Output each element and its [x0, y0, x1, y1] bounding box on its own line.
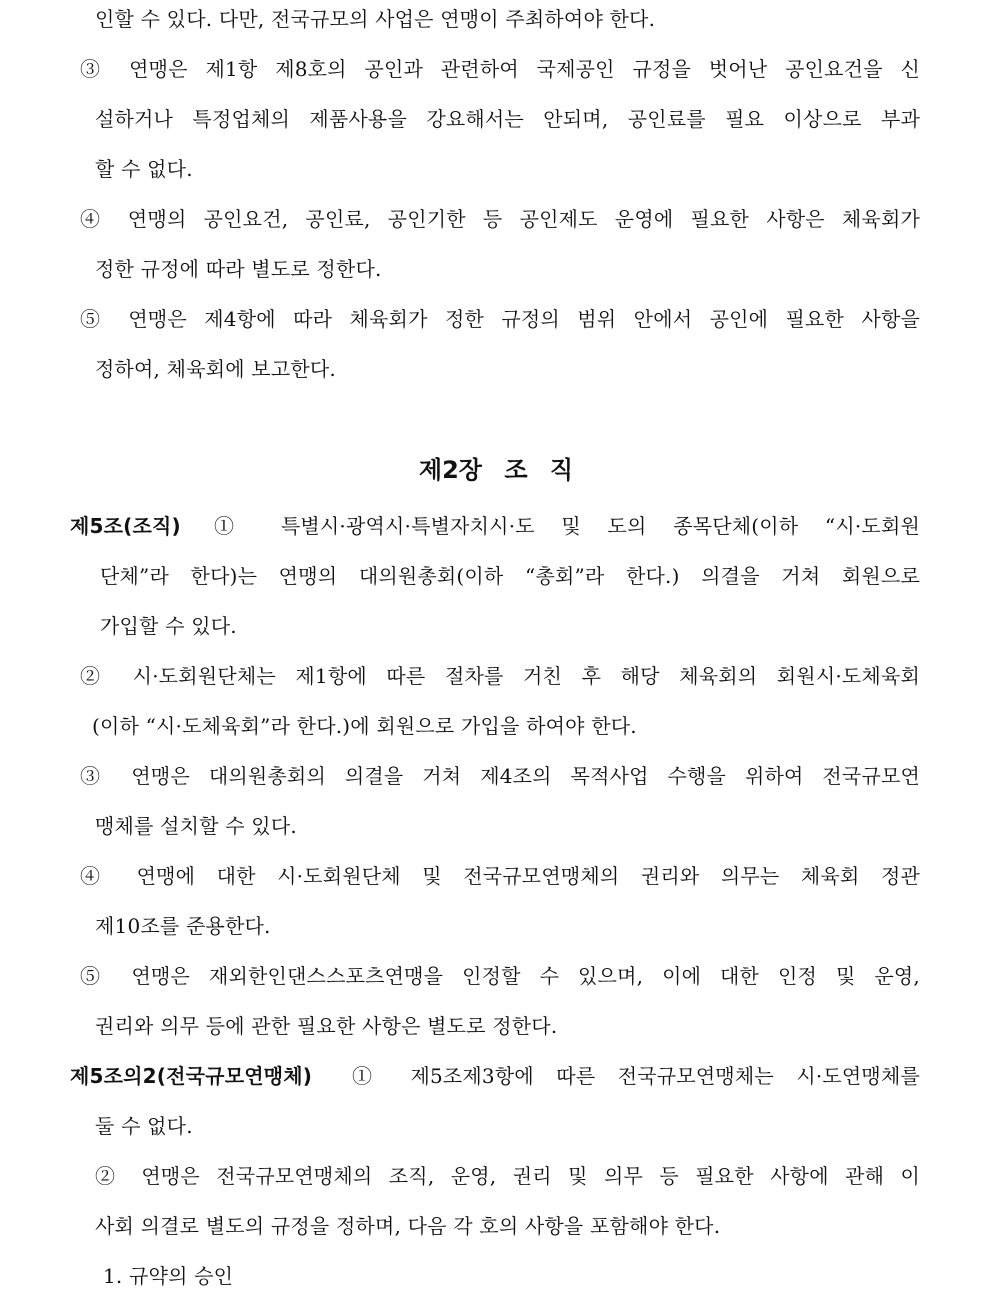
text-line: 둘 수 없다. [95, 1114, 193, 1138]
article-5-item-3: ③ 연맹은 대의원총회의 의결을 거쳐 제4조의 목적사업 수행을 위하여 전국규모연 [80, 764, 920, 788]
article-5-heading: 제5조(조직) [70, 514, 181, 538]
article-5-item-2: ② 시·도회원단체는 제1항에 따른 절차를 거친 후 해당 체육회의 회원시·도체육회 [80, 664, 920, 688]
text-line: 설하거나 특정업체의 제품사용을 강요해서는 안되며, 공인료를 필요 이상으로 부과 [95, 107, 920, 131]
text-line: 제10조를 준용한다. [95, 914, 271, 938]
text-line: 인할 수 있다. 다만, 전국규모의 사업은 연맹이 주최하여야 한다. [95, 7, 656, 31]
text-line: (이하 “시·도체육회”라 한다.)에 회원으로 가입을 하여야 한다. [92, 714, 637, 738]
text-line: 할 수 없다. [95, 157, 193, 181]
article-5-2-item-1: ① 제5조제3항에 따른 전국규모연맹체는 시·도연맹체를 [352, 1064, 920, 1088]
paragraph-item-4: ④ 연맹의 공인요건, 공인료, 공인기한 등 공인제도 운영에 필요한 사항은 체육회가 [80, 207, 920, 231]
text-line: 단체”라 한다)는 연맹의 대의원총회(이하 “총회”라 한다.) 의결을 거쳐 회원으로 [100, 564, 920, 588]
text-line: 정한 규정에 따라 별도로 정한다. [95, 257, 382, 281]
article-5-item-4: ④ 연맹에 대한 시·도회원단체 및 전국규모연맹체의 권리와 의무는 체육회 정관 [80, 864, 920, 888]
article-5-2-heading: 제5조의2(전국규모연맹체) [70, 1064, 313, 1088]
chapter-heading: 제2장 조 직 [418, 456, 574, 484]
text-line: 정하여, 체육회에 보고한다. [95, 357, 336, 381]
text-line: 가입할 수 있다. [100, 614, 237, 638]
text-line: 맹체를 설치할 수 있다. [95, 814, 297, 838]
paragraph-item-3: ③ 연맹은 제1항 제8호의 공인과 관련하여 국제공인 규정을 벗어난 공인요건을 신 [80, 57, 920, 81]
article-5-item-1: ① 특별시·광역시·특별자치시·도 및 도의 종목단체(이하 “시·도회원 [214, 514, 920, 538]
article-5-2-item-2: ② 연맹은 전국규모연맹체의 조직, 운영, 권리 및 의무 등 필요한 사항에 관해 이 [95, 1164, 920, 1188]
article-5-item-5: ⑤ 연맹은 재외한인댄스스포츠연맹을 인정할 수 있으며, 이에 대한 인정 및 운영, [80, 964, 920, 988]
text-line: 사회 의결로 별도의 규정을 정하며, 다음 각 호의 사항을 포함해야 한다. [95, 1214, 721, 1238]
numbered-item-1: 1. 규약의 승인 [103, 1264, 234, 1288]
paragraph-item-5: ⑤ 연맹은 제4항에 따라 체육회가 정한 규정의 범위 안에서 공인에 필요한 사항을 [80, 307, 920, 331]
text-line: 권리와 의무 등에 관한 필요한 사항은 별도로 정한다. [95, 1014, 558, 1038]
